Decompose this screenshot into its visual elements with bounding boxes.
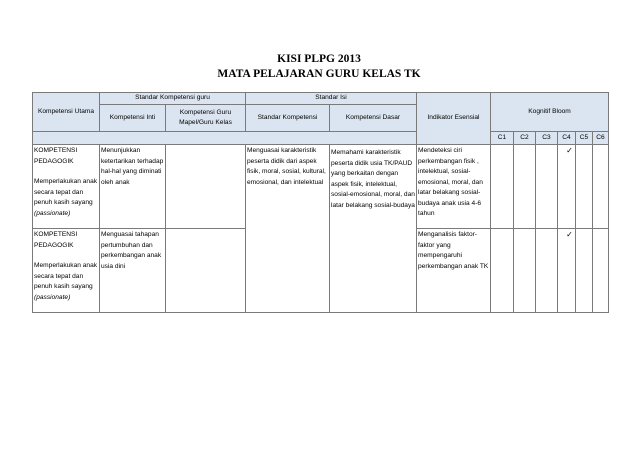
- header-bloom-c5: C5: [576, 132, 593, 145]
- kisi-table: [32, 92, 609, 313]
- header-kompetensi-utama: Kompetensi Utama: [33, 93, 100, 132]
- row2-kompetensi-inti: Menguasai tahapan pertumbuhan dan perkembangan anak usia dini: [100, 229, 166, 313]
- document-title: KISI PLPG 2013: [277, 53, 361, 65]
- row2-kompetensi-utama: [33, 229, 100, 313]
- document-subtitle: MATA PELAJARAN GURU KELAS TK: [217, 68, 421, 80]
- row2-bloom-c4: [558, 229, 576, 313]
- row1-bloom-c6: [593, 145, 609, 229]
- header-standar-kompetensi-guru: Standar Kompetensi guru: [100, 93, 246, 105]
- row2-bloom-c5: [576, 229, 593, 313]
- row1-kompetensi-guru: [166, 145, 246, 229]
- header-bloom-c4: C4: [558, 132, 576, 145]
- row1-kompetensi-utama-title: KOMPETENSI PEDAGOGIK: [34, 147, 78, 165]
- header-indikator-esensial: Indikator Esensial: [417, 93, 491, 145]
- row1-bloom-c1: [491, 145, 514, 229]
- row2-indikator: Menganalisis faktor-faktor yang mempengaruhi perkembangan anak TK: [417, 229, 491, 313]
- header-bloom-c1: C1: [491, 132, 514, 145]
- row1-kompetensi-inti: Menunjukkan ketertarikan terhadap hal-hal yang diminati oleh anak: [100, 145, 166, 229]
- header-kognitif-bloom: Kognitif Bloom: [491, 93, 609, 132]
- header-bloom-c6: C6: [593, 132, 609, 145]
- header-bloom-c2: C2: [514, 132, 536, 145]
- row1-kompetensi-utama: [33, 145, 100, 229]
- row2-kompetensi-guru: [166, 229, 246, 313]
- row2-bloom-c1: [491, 229, 514, 313]
- row1-bloom-c4: [558, 145, 576, 229]
- row1-bloom-c2: [514, 145, 536, 229]
- row2-bloom-c2: [514, 229, 536, 313]
- row1-bloom-c3: [536, 145, 558, 229]
- row2-kompetensi-utama-desc: Memperlakukan anak secara tepat dan penuh kasih sayang: [34, 262, 98, 290]
- row1-kompetensi-utama-note: (passionate): [34, 209, 71, 217]
- standar-kompetensi-cell: Menguasai karakteristik peserta didik dari aspek fisik, moral, sosial, kultural, emosional, dan intelektual: [246, 145, 330, 313]
- check-mark-icon: ✓: [566, 230, 573, 239]
- row2-bloom-c3: [536, 229, 558, 313]
- row1-indikator: Mendeteksi ciri perkembangan fisik , intelektual, sosial-emosional, moral, dan latar belakang sosial-budaya anak usia 4-6 tahun: [417, 145, 491, 229]
- header-kompetensi-dasar: Kompetensi Dasar: [330, 105, 417, 132]
- header-bloom-c3: C3: [536, 132, 558, 145]
- row1-kompetensi-utama-desc: Memperlakukan anak secara tepat dan penuh kasih sayang: [34, 178, 98, 206]
- row2-kompetensi-utama-note: (passionate): [34, 293, 71, 301]
- header-standar-kompetensi: Standar Kompetensi: [246, 105, 330, 132]
- row2-kompetensi-utama-title: KOMPETENSI PEDAGOGIK: [34, 231, 78, 249]
- check-mark-icon: ✓: [566, 146, 573, 155]
- kompetensi-dasar-cell: Memahami karakteristik peserta didik usia TK/PAUD yang berkaitan dengan aspek fisik, intelektual, sosial-emosional, moral, dan latar belakang sosial-budaya: [330, 145, 417, 313]
- header-standar-isi: Standar Isi: [246, 93, 417, 105]
- header-spacer: [33, 132, 417, 145]
- header-kompetensi-guru-mapel: Kompetensi Guru Mapel/Guru Kelas: [166, 105, 246, 132]
- header-kompetensi-inti: Kompetensi Inti: [100, 105, 166, 132]
- row2-bloom-c6: [593, 229, 609, 313]
- row1-bloom-c5: [576, 145, 593, 229]
